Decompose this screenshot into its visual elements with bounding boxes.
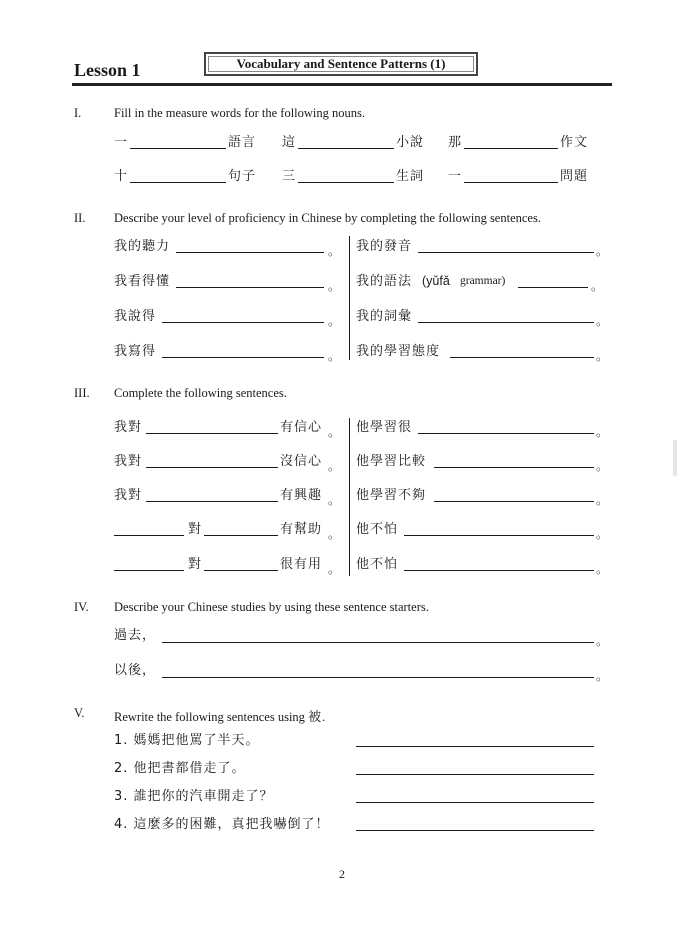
s3-right-blank-2[interactable] [434,467,594,468]
s3-left-blank-5[interactable] [204,570,278,571]
section-4-instruction: Describe your Chinese studies by using these sentence starters. [114,600,429,614]
s4-blank-1[interactable] [162,642,594,643]
s2-left-1: 我的聽力 [114,239,171,254]
s4-period-2: 。 [596,669,609,683]
s3-left-end-1: 有信心 [280,420,323,435]
s3-right-period-1: 。 [596,425,609,439]
s5-instruction-text: Rewrite the following sentences using [114,710,305,724]
s1-noun-3: 作文 [560,135,589,150]
s1-prefix-5: 三 [282,169,297,184]
s3-left-end-2: 沒信心 [280,454,323,469]
section-2-number: II. [74,211,86,225]
s3-right-period-2: 。 [596,459,609,473]
s1-prefix-2: 這 [282,135,297,150]
s3-right-blank-1[interactable] [418,433,594,434]
s3-left-start-3: 我對 [114,488,143,503]
s3-right-3: 他學習不夠 [356,488,427,503]
s1-prefix-4: 十 [114,169,129,184]
s3-right-blank-5[interactable] [404,570,594,571]
s3-right-1: 他學習很 [356,420,413,435]
s1-blank-6[interactable] [464,182,558,183]
s3-left-period-1: 。 [328,425,341,439]
s2-right-1: 我的發音 [356,239,413,254]
s3-left-blank-2[interactable] [146,467,278,468]
s1-blank-1[interactable] [130,148,226,149]
lesson-title: Lesson 1 [74,60,141,80]
s1-blank-4[interactable] [130,182,226,183]
section-4-number: IV. [74,600,89,614]
s3-left-end-3: 有興趣 [280,488,323,503]
s1-noun-4: 句子 [228,169,257,184]
s3-left-pre-blank-5[interactable] [114,570,184,571]
section-1-instruction: Fill in the measure words for the following nouns. [114,106,366,120]
s3-left-period-2: 。 [328,459,341,473]
section-5-instruction: Rewrite the following sentences using 被. [114,710,326,725]
s2-left-period-3: 。 [328,314,341,328]
header-title-box [204,52,478,76]
s2-left-3: 我說得 [114,309,157,324]
s3-column-divider [349,418,350,576]
s2-left-2: 我看得懂 [114,274,171,289]
s3-right-period-5: 。 [596,562,609,576]
s1-noun-1: 語言 [228,135,257,150]
s2-right-period-1: 。 [596,244,609,258]
s2-right-period-3: 。 [596,314,609,328]
s3-right-4: 他不怕 [356,522,399,537]
s2-column-divider [349,236,350,360]
s4-blank-2[interactable] [162,677,594,678]
s2-right-blank-1[interactable] [418,252,594,253]
s2-left-period-4: 。 [328,349,341,363]
s2-left-blank-1[interactable] [176,252,324,253]
s3-right-5: 他不怕 [356,557,399,572]
s4-starter-1: 過去， [114,628,157,643]
s3-left-blank-1[interactable] [146,433,278,434]
s5-sentence-1: 1. 媽媽把他罵了半天。 [114,733,260,748]
section-5-number: V. [74,706,85,720]
section-2-instruction: Describe your level of proficiency in Chinese by completing the following sentences. [114,211,541,225]
section-3-number: III. [74,386,90,400]
s3-left-pre-blank-4[interactable] [114,535,184,536]
s5-sentence-2: 2. 他把書都借走了。 [114,761,246,776]
s2-right-4: 我的學習態度 [356,344,441,359]
s3-right-blank-3[interactable] [434,501,594,502]
s2-right-2: 我的語法 [356,274,413,289]
s1-prefix-6: 一 [448,169,463,184]
s1-blank-3[interactable] [464,148,558,149]
s3-left-blank-4[interactable] [204,535,278,536]
s5-blank-2[interactable] [356,774,594,775]
s5-instruction-char: 被 [308,710,323,725]
s2-left-period-2: 。 [328,279,341,293]
s5-blank-1[interactable] [356,746,594,747]
s3-left-end-5: 很有用 [280,557,323,572]
s3-left-end-4: 有幫助 [280,522,323,537]
s3-right-2: 他學習比較 [356,454,427,469]
s1-noun-6: 問題 [560,169,589,184]
s1-prefix-1: 一 [114,135,129,150]
s4-period-1: 。 [596,634,609,648]
s2-right-period-4: 。 [596,349,609,363]
s3-left-period-3: 。 [328,493,341,507]
s5-blank-4[interactable] [356,830,594,831]
s3-left-mid-4: 對 [188,522,203,537]
s3-right-blank-4[interactable] [404,535,594,536]
section-3-instruction: Complete the following sentences. [114,386,287,400]
s3-right-period-4: 。 [596,527,609,541]
s1-blank-5[interactable] [298,182,394,183]
s2-left-period-1: 。 [328,244,341,258]
s2-right-blank-3[interactable] [418,322,594,323]
s2-gloss: grammar) [460,275,506,287]
s1-noun-5: 生詞 [396,169,425,184]
s1-prefix-3: 那 [448,135,463,150]
s3-left-start-1: 我對 [114,420,143,435]
header-rule [72,83,612,86]
header-title: Vocabulary and Sentence Patterns (1) [208,56,474,72]
s1-noun-2: 小說 [396,135,425,150]
s2-left-blank-3[interactable] [162,322,324,323]
s5-sentence-4: 4. 這麼多的困難，真把我嚇倒了！ [114,817,330,832]
s3-right-period-3: 。 [596,493,609,507]
s2-left-4: 我寫得 [114,344,157,359]
s1-blank-2[interactable] [298,148,394,149]
s3-left-start-2: 我對 [114,454,143,469]
s5-sentence-3: 3. 誰把你的汽車開走了？ [114,789,274,804]
s3-left-blank-3[interactable] [146,501,278,502]
s2-pinyin: (yǔfǎ [422,274,450,288]
s2-left-blank-2[interactable] [176,287,324,288]
s2-right-period-2: 。 [591,279,604,293]
page-number: 2 [339,867,345,881]
s2-right-3: 我的詞彙 [356,309,413,324]
s2-right-blank-2[interactable] [518,287,588,288]
s3-left-period-4: 。 [328,527,341,541]
section-1-number: I. [74,106,82,120]
margin-mark [673,440,677,476]
s5-blank-3[interactable] [356,802,594,803]
s2-left-blank-4[interactable] [162,357,324,358]
s4-starter-2: 以後， [114,663,157,678]
s2-right-blank-4[interactable] [450,357,594,358]
s3-left-period-5: 。 [328,562,341,576]
s3-left-mid-5: 對 [188,557,203,572]
